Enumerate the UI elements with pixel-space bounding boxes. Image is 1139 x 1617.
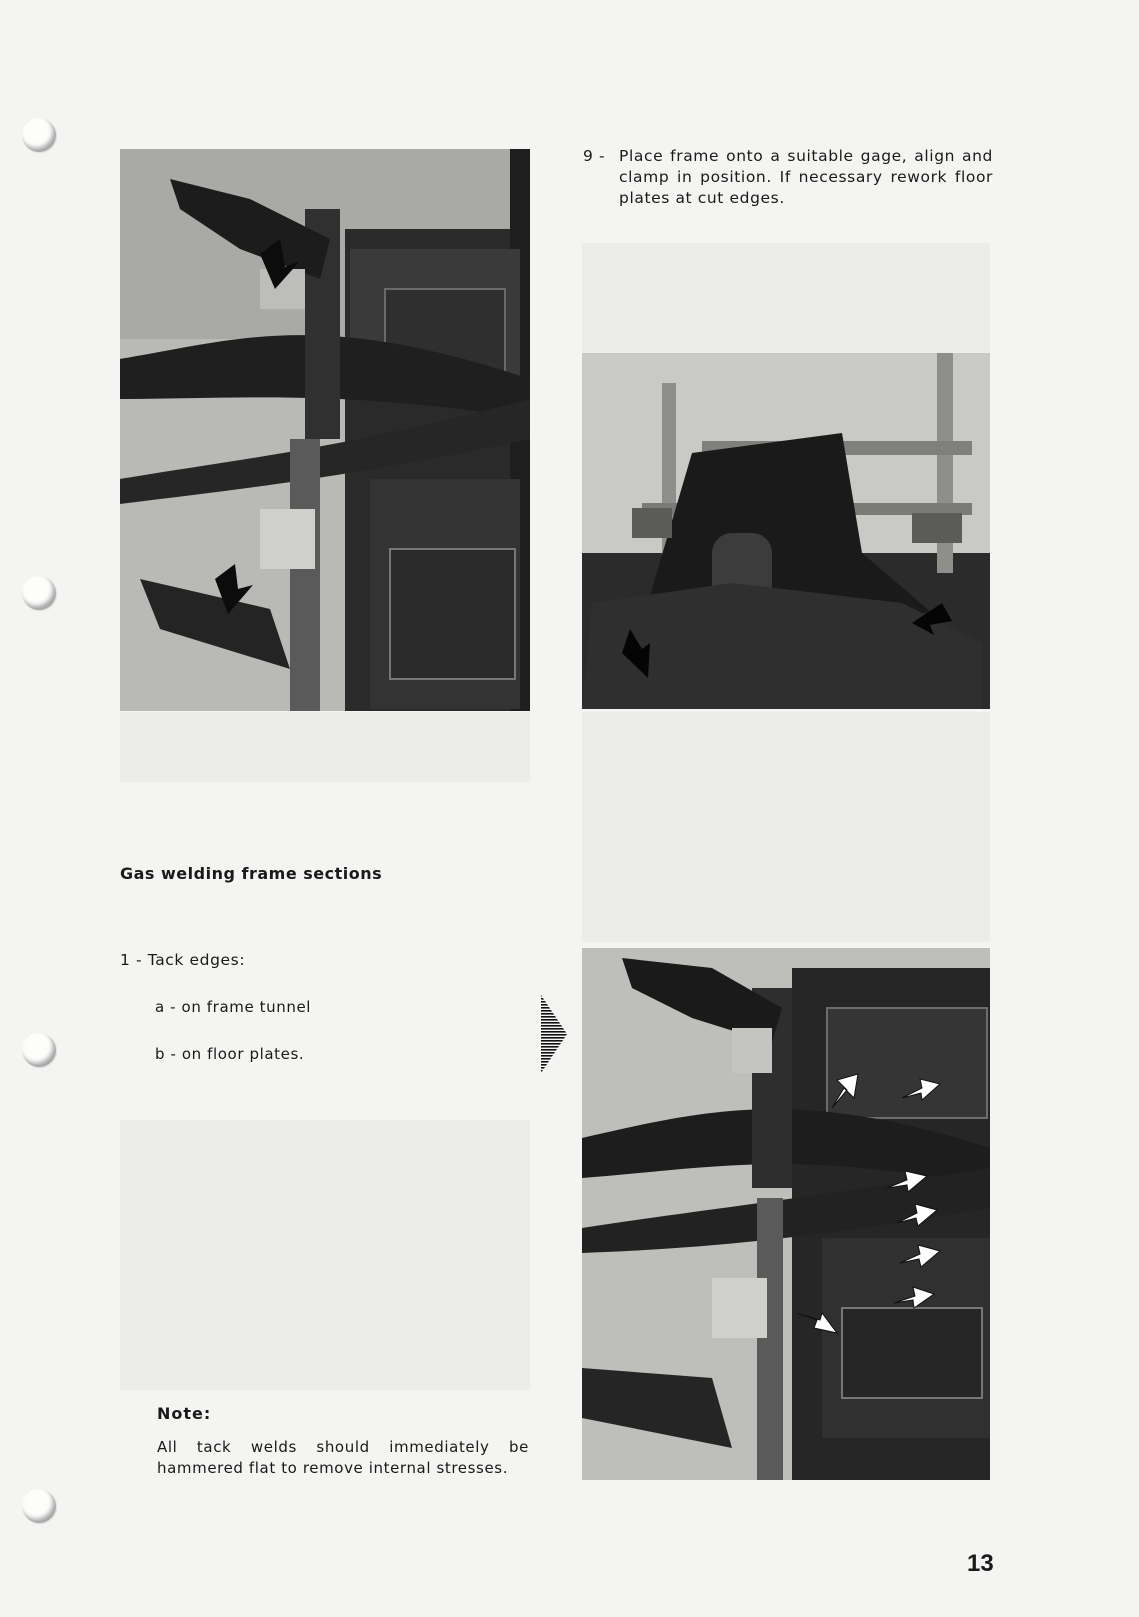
section-heading: Gas welding frame sections	[120, 864, 383, 883]
binder-hole-icon	[22, 1033, 56, 1067]
continue-arrow-icon	[541, 995, 567, 1073]
show-through-area	[582, 712, 990, 942]
photo-frame-underside	[120, 149, 530, 711]
show-through-area	[582, 243, 990, 353]
step-1-item-a: a - on frame tunnel	[155, 998, 312, 1016]
note-title: Note:	[157, 1404, 212, 1423]
note-text: All tack welds should immediately be hammered flat to remove internal stresses.	[157, 1438, 529, 1477]
step-1-label: 1 - Tack edges:	[120, 951, 246, 969]
photo-frame-on-gage	[582, 353, 990, 709]
page-number: 13	[967, 1550, 994, 1577]
step-1-item-b: b - on floor plates.	[155, 1045, 305, 1063]
step-text: Place frame onto a suitable gage, align and clamp in position. If necessary rework floor plates at cut edges.	[619, 147, 993, 207]
step-9	[583, 146, 993, 209]
step-number: 9 -	[583, 147, 606, 165]
photo-frame-tack-welds	[582, 948, 990, 1480]
show-through-area	[120, 1120, 530, 1390]
binder-hole-icon	[22, 576, 56, 610]
binder-hole-icon	[22, 118, 56, 152]
binder-hole-icon	[22, 1489, 56, 1523]
show-through-area	[120, 712, 530, 782]
